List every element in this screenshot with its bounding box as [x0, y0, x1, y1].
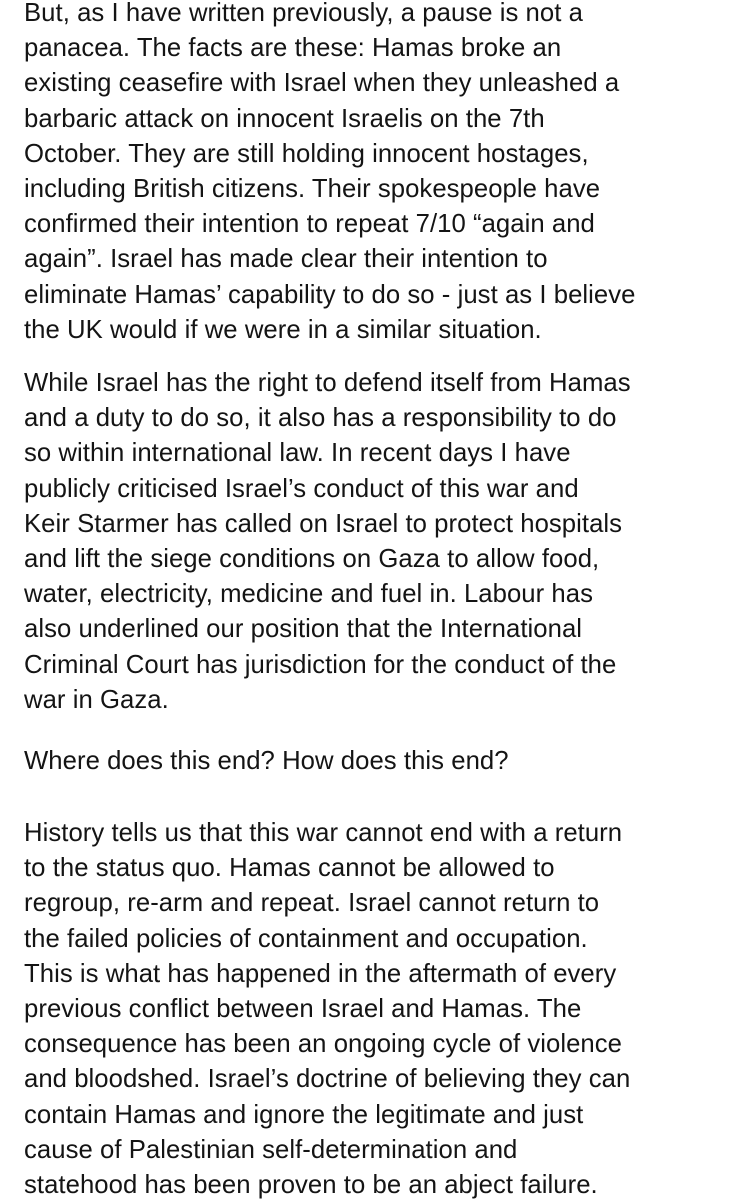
text-line: This is what has happened in the aftermath of every [24, 959, 617, 988]
text-line: so within international law. In recent days I have [24, 439, 571, 468]
text-line: regroup, re-arm and repeat. Israel cannot return to [24, 889, 600, 918]
text-line: While Israel has the right to defend itself from Hamas [24, 369, 631, 397]
text-line: water, electricity, medicine and fuel in. Labour has [24, 580, 593, 609]
text-line: the UK would if we were in a similar situation. [24, 315, 542, 344]
text-line: Where does this end? How does this end? [24, 747, 509, 775]
text-line: Keir Starmer has called on Israel to protect hospitals [24, 509, 623, 538]
text-line: confirmed their intention to repeat 7/10 “again and [24, 210, 595, 239]
text-line: the failed policies of containment and occupation. [24, 924, 588, 953]
text-line: Criminal Court has jurisdiction for the conduct of the [24, 650, 617, 679]
text-line: and a duty to do so, it also has a responsibility to do [24, 404, 617, 433]
text-line: previous conflict between Israel and Hamas. The [24, 994, 582, 1023]
paragraph-where-does-this-end [24, 744, 509, 779]
text-line: History tells us that this war cannot end with a return [24, 819, 623, 847]
text-line: contain Hamas and ignore the legitimate and just [24, 1100, 584, 1129]
paragraph-pause-not-panacea [24, 0, 636, 348]
text-line: and lift the siege conditions on Gaza to allow food, [24, 544, 600, 573]
text-line: consequence has been an ongoing cycle of violence [24, 1030, 622, 1059]
paragraph-history-tells-us [24, 816, 630, 1203]
paragraph-right-to-defend [24, 366, 631, 718]
text-line: panacea. The facts are these: Hamas broke an [24, 34, 562, 63]
text-line: October. They are still holding innocent hostages, [24, 139, 589, 168]
text-line: But, as I have written previously, a pause is not a [24, 0, 583, 27]
text-line: including British citizens. Their spokespeople have [24, 174, 601, 203]
text-line: to the status quo. Hamas cannot be allowed to [24, 854, 555, 883]
text-line: eliminate Hamas’ capability to do so - just as I believe [24, 280, 636, 309]
text-line: war in Gaza. [24, 685, 169, 714]
text-line: and bloodshed. Israel’s doctrine of believing they can [24, 1065, 631, 1094]
text-line: statehood has been proven to be an abject failure. [24, 1170, 598, 1199]
text-line: also underlined our position that the International [24, 615, 583, 644]
text-line: cause of Palestinian self-determination and [24, 1135, 518, 1164]
text-line: publicly criticised Israel’s conduct of this war and [24, 474, 579, 503]
text-line: barbaric attack on innocent Israelis on the 7th [24, 104, 545, 133]
text-line: again”. Israel has made clear their intention to [24, 245, 548, 274]
text-line: existing ceasefire with Israel when they unleashed a [24, 69, 620, 98]
